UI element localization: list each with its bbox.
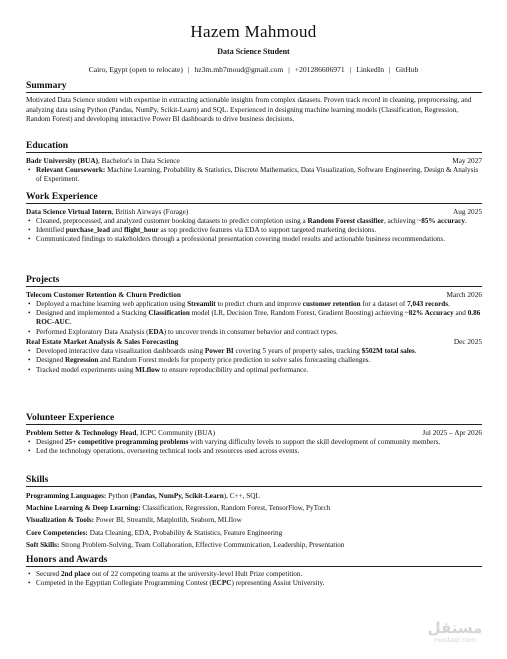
text-run: Deployed a machine learning web application using: [36, 299, 188, 308]
work-heading: Work Experience: [26, 191, 482, 204]
education-section: [26, 140, 482, 184]
project-entry: [26, 290, 482, 300]
emphasis-text: 0.86 ROC-AUC: [36, 309, 481, 327]
text-run: out of 22 competing teams at the university-level Hult Prize competition.: [90, 570, 303, 578]
volunteer-entry: [26, 428, 482, 438]
education-date: May 2027: [452, 156, 482, 165]
text-run: covering 5 years of property sales, tracking: [233, 346, 362, 355]
text-run: ), C++, SQL: [223, 492, 260, 500]
emphasis-text: customer retention: [302, 299, 361, 308]
education-entry: [26, 156, 482, 166]
honors-heading: Honors and Awards: [26, 554, 482, 567]
skill-line: [26, 514, 482, 526]
bullet-item: [36, 300, 482, 309]
emphasis-text: flight_hour: [123, 226, 159, 234]
volunteer-section: [26, 412, 482, 456]
bullet-item: [36, 447, 482, 456]
honors-section: [26, 554, 482, 589]
text-run: Tracked model experiments using: [36, 365, 136, 374]
text-run: Power BI, Streamlit, Matplotlib, Seaborn, MLflow: [94, 516, 242, 525]
emphasis-text: Classification: [148, 309, 190, 317]
text-run: Designed: [36, 437, 65, 446]
emphasis-text: Machine Learning & Deep Learning:: [26, 504, 141, 513]
emphasis-text: Visualization & Tools:: [26, 516, 95, 525]
text-run: as top predictive features via EDA to support targeted marketing decisions.: [158, 226, 377, 234]
skill-line: [26, 539, 482, 551]
volunteer-bullets: [26, 438, 482, 457]
degree-name: , Bachelor's in Data Science: [98, 156, 180, 165]
emphasis-text: Streamlit: [187, 299, 216, 308]
emphasis-text: 85% accuracy: [421, 216, 465, 225]
emphasis-text: 7,043 records: [407, 299, 449, 308]
text-run: Secured: [36, 570, 61, 578]
projects-section: [26, 274, 482, 375]
resume-subtitle: Data Science Student: [217, 47, 290, 56]
contact-email[interactable]: hz3m.mh7moud@gmail.com: [194, 65, 284, 74]
bullet-item: [36, 309, 482, 328]
text-run: for a dataset of: [360, 299, 408, 308]
projects-heading: Projects: [26, 274, 482, 287]
school-name: Badr University (BUA): [26, 156, 99, 165]
project-date: Dec 2025: [453, 337, 482, 347]
emphasis-text: purchase_lead: [65, 226, 110, 234]
bullet-item: [36, 366, 482, 375]
text-run: and: [109, 226, 124, 234]
text-run: Communicated findings to stakeholders through a professional presentation covering model results and actionable business recommendations.: [36, 235, 445, 244]
volunteer-heading: Volunteer Experience: [26, 412, 482, 425]
text-run: Strong Problem-Solving, Team Collaboration, Effective Communication, Leadership, Presentation: [59, 540, 345, 549]
text-run: ) to uncover trends in consumer behavior and contract types.: [163, 327, 338, 336]
text-run: and Random Forest models for property price prediction to solve sales forecasting challenges.: [98, 356, 371, 365]
skill-line: [26, 502, 482, 514]
mostaql-watermark: [424, 621, 486, 644]
skills-heading: Skills: [26, 474, 482, 487]
work-date: Aug 2025: [453, 207, 482, 216]
bullet-item: [36, 217, 482, 226]
text-run: Designed and implemented a Stacking: [36, 309, 149, 317]
project-name: Telecom Customer Retention & Churn Prediction: [26, 290, 181, 299]
text-run: Python (: [106, 492, 133, 500]
bullet-item: [36, 166, 482, 185]
project-bullets: [26, 347, 482, 375]
text-run: to ensure reproducibility and optimal performance.: [159, 365, 309, 374]
text-run: Performed Exploratory Data Analysis (: [36, 327, 149, 336]
linkedin-link[interactable]: LinkedIn: [356, 65, 385, 74]
text-run: with varying difficulty levels to support the skill development of community members.: [188, 437, 441, 446]
bullet-item: [36, 356, 482, 365]
text-run: Led the technology operations, overseeing technical tools and resources used across events.: [36, 447, 300, 455]
skills-lines: [26, 490, 482, 551]
emphasis-text: ECPC: [211, 579, 232, 588]
work-role: Data Science Virtual Intern: [26, 207, 112, 216]
text-run: Designed: [36, 356, 65, 365]
text-run: .: [464, 216, 467, 225]
contact-line: Cairo, Egypt (open to relocate) | hz3m.mh7moud@gmail.com | +201286606971 | LinkedIn | GitHub: [88, 65, 419, 74]
emphasis-text: 25+ competitive programming problems: [64, 437, 189, 446]
text-run: to predict churn and improve: [215, 299, 303, 308]
project-entry: [26, 337, 482, 347]
emphasis-text: Soft Skills:: [26, 540, 60, 549]
text-run: , achieving ~: [383, 216, 422, 225]
emphasis-text: MLflow: [135, 365, 160, 374]
work-section: [26, 191, 482, 245]
text-run: Classification, Regression, Random Forest, TensorFlow, PyTorch: [140, 504, 331, 513]
emphasis-text: Random Forest classifier: [307, 216, 384, 225]
project-name: Real Estate Market Analysis & Sales Forecasting: [26, 337, 179, 347]
text-run: Machine Learning, Probability & Statistics, Discrete Mathematics, Data Visualization, Software Engineering, Design & Analysis of Experiment.: [36, 165, 479, 183]
bullet-item: [36, 328, 482, 337]
skills-section: [26, 474, 482, 551]
watermark-arabic: مستقل: [427, 619, 483, 637]
emphasis-text: Regression: [64, 356, 99, 365]
project-bullets: [26, 300, 482, 338]
text-run: Cleaned, preprocessed, and analyzed customer booking datasets to predict completion using a: [36, 216, 308, 225]
work-entry: [26, 207, 482, 217]
volunteer-org: , ICPC Community (BUA): [136, 428, 216, 437]
text-run: Data Cleaning, EDA, Probability & Statistics, Feature Engineering: [87, 528, 283, 537]
bullet-item: [36, 570, 482, 579]
bullet-item: [36, 438, 482, 447]
contact-location: Cairo, Egypt (open to relocate): [88, 65, 183, 74]
text-run: ) representing Assiut University.: [231, 579, 325, 588]
summary-section: [26, 80, 482, 125]
emphasis-text: 2nd place: [60, 570, 91, 578]
emphasis-text: Power BI: [204, 346, 234, 355]
text-run: .: [414, 346, 417, 355]
education-heading: Education: [26, 140, 482, 153]
bullet-item: [36, 226, 482, 235]
work-bullets: [26, 217, 482, 245]
bullet-item: [36, 235, 482, 244]
education-bullets: [26, 166, 482, 185]
watermark-url: mostaql.com: [433, 636, 477, 644]
github-link[interactable]: GitHub: [395, 65, 419, 74]
text-run: Identified: [36, 226, 66, 234]
work-org: , British Airways (Forage): [111, 207, 189, 216]
resume-name: Hazem Mahmoud: [190, 22, 317, 41]
honors-bullets: [26, 570, 482, 589]
project-date: March 2026: [446, 290, 482, 299]
contact-phone: +201286606971: [294, 65, 345, 74]
skill-line: [26, 490, 482, 502]
volunteer-role: Problem Setter & Technology Head: [26, 428, 137, 437]
summary-text: Motivated Data Science student with expertise in extracting actionable insights from complex datasets. Proven track record in cleaning, preprocessing, and analyzing data using Python (Pandas, NumPy, Scikit-Learn) and SQL. Experienced in designing machine learning models (Classification, Regression, Random Forest) and developing interactive Power BI dashboards to drive business decisions.: [26, 96, 472, 124]
text-run: Developed interactive data visualization dashboards using: [36, 346, 205, 355]
emphasis-text: 82% Accuracy: [408, 309, 454, 317]
text-run: and: [453, 309, 468, 317]
volunteer-date: Jul 2025 – Apr 2026: [422, 428, 482, 437]
text-run: model (LR, Decision Tree, Random Forest, Gradient Boosting) achieving ~: [189, 309, 409, 317]
text-run: .: [69, 318, 72, 327]
emphasis-text: Pandas, NumPy, Scikit-Learn: [132, 492, 224, 500]
summary-heading: Summary: [26, 80, 482, 93]
emphasis-text: $502M total sales: [361, 346, 415, 355]
text-run: Competed in the Egyptian Collegiate Programming Contest (: [36, 579, 212, 588]
emphasis-text: EDA: [148, 327, 164, 336]
emphasis-text: Core Competencies:: [26, 528, 88, 537]
skill-line: [26, 527, 482, 539]
text-run: .: [448, 299, 450, 308]
bullet-item: [36, 579, 482, 588]
bullet-item: [36, 347, 482, 356]
emphasis-text: Relevant Coursework:: [36, 165, 106, 174]
emphasis-text: Programming Languages:: [26, 492, 107, 500]
